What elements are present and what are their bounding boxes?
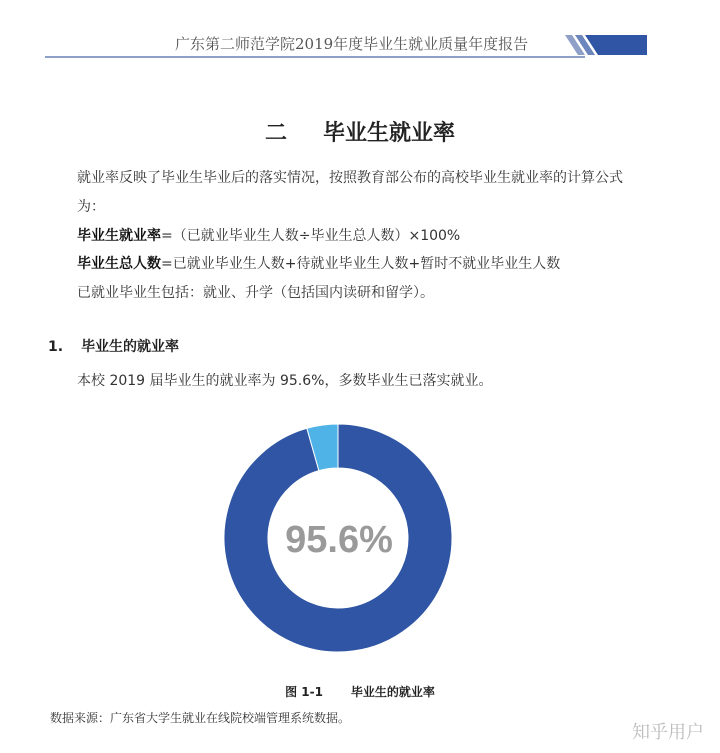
- note-text: 已就业毕业生包括：就业、升学（包括国内读研和留学）。: [77, 285, 434, 301]
- section-title: 毕业生的就业率: [81, 339, 180, 355]
- section-number: 1.: [48, 339, 64, 355]
- donut-center-label: 95.6%: [285, 519, 393, 561]
- heading-title: 毕业生就业率: [323, 121, 456, 146]
- intro-text-2: 为：: [77, 199, 105, 215]
- formula-1-text: =（已就业毕业生人数÷毕业生总人数）×100%: [161, 228, 461, 244]
- formula-2-text: =已就业毕业生人数+待就业毕业生人数+暂时不就业毕业生人数: [161, 256, 561, 272]
- caption-number: 图 1-1: [285, 685, 323, 699]
- data-source: 数据来源：广东省大学生就业在线院校端管理系统数据。: [50, 711, 351, 725]
- formula-1-label: 毕业生就业率: [77, 228, 161, 244]
- header-title: 广东第二师范学院2019年度毕业生就业质量年度报告: [175, 35, 529, 53]
- section-text: 本校 2019 届毕业生的就业率为 95.6%，多数毕业生已落实就业。: [77, 373, 493, 389]
- formula-2-label: 毕业生总人数: [77, 256, 161, 272]
- caption-title: 毕业生的就业率: [350, 685, 435, 699]
- watermark: 知乎用户: [632, 722, 704, 743]
- figure-caption: [0, 683, 720, 700]
- heading-number: 二: [264, 121, 287, 146]
- intro-text-1: 就业率反映了毕业生毕业后的落实情况，按照教育部公布的高校毕业生就业率的计算公式: [77, 170, 623, 186]
